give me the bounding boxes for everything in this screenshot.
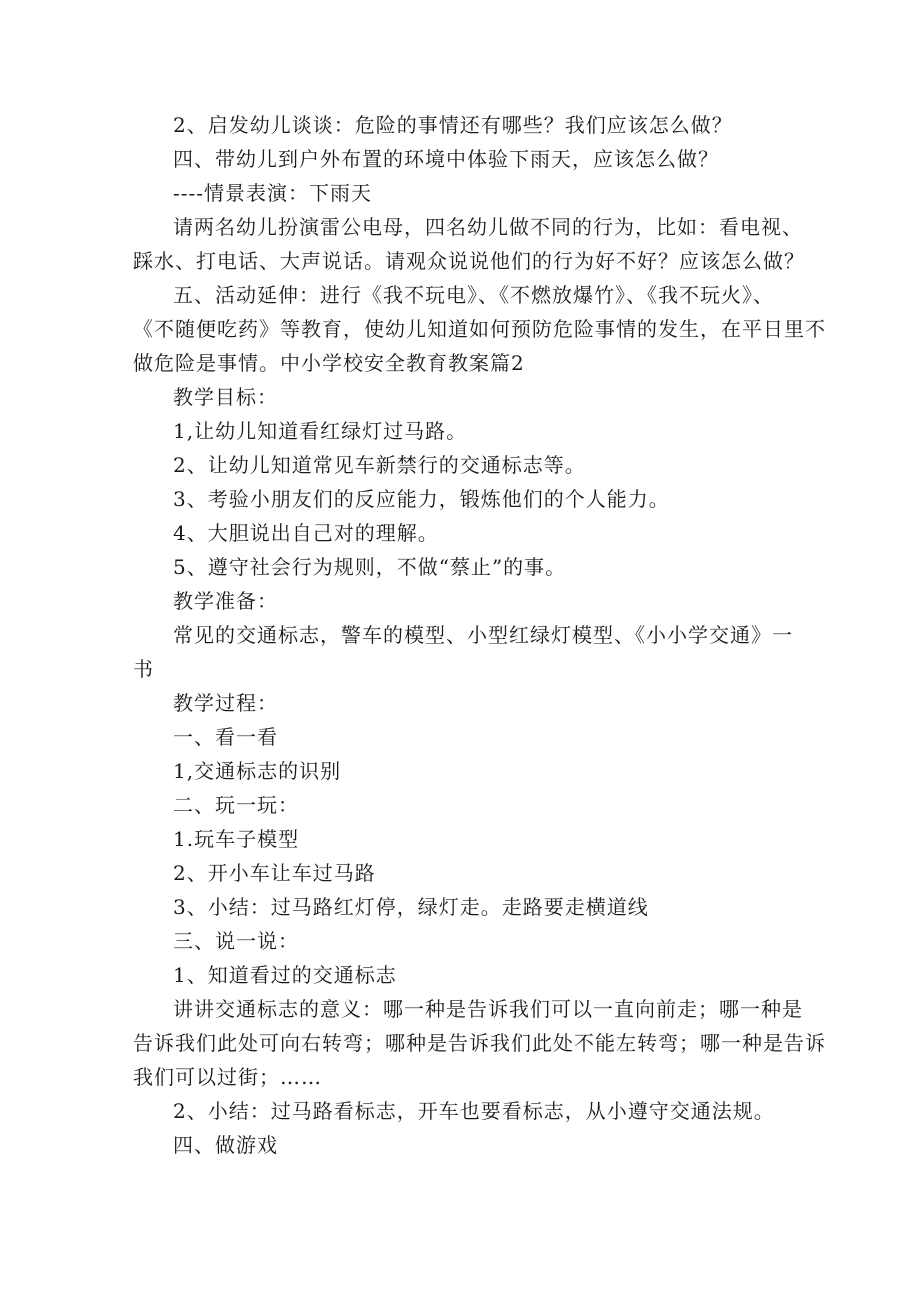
text-line: 我们可以过街；…… — [133, 1065, 322, 1089]
text-line: 1,让幼儿知道看红绿灯过马路。 — [173, 419, 468, 443]
document-body — [133, 108, 826, 1162]
text-line: 1.玩车子模型 — [173, 827, 300, 851]
text-line: 踩水、打电话、大声说话。请观众说说他们的行为好不好？应该怎么做？ — [133, 249, 805, 273]
text-line: 2、启发幼儿谈谈：危险的事情还有哪些？我们应该怎么做？ — [173, 113, 733, 137]
text-line: 讲讲交通标志的意义：哪一种是告诉我们可以一直向前走；哪一种是 — [173, 997, 803, 1021]
text-line: 四、做游戏 — [173, 1133, 278, 1157]
text-line: 告诉我们此处可向右转弯；哪种是告诉我们此处不能左转弯；哪一种是告诉 — [133, 1031, 826, 1055]
text-line: 4、大胆说出自己对的理解。 — [173, 521, 439, 545]
text-line: 教学过程： — [173, 691, 278, 715]
text-line: 教学目标： — [173, 385, 278, 409]
text-line: 教学准备： — [173, 589, 278, 613]
text-line: 1,交通标志的识别 — [173, 759, 342, 783]
text-line: 常见的交通标志，警车的模型、小型红绿灯模型、《小小学交通》一 — [173, 623, 793, 647]
text-line: 三、说一说： — [173, 929, 299, 953]
text-line: ----情景表演：下雨天 — [173, 181, 373, 205]
text-line: 做危险是事情。中小学校安全教育教案篇2 — [133, 351, 525, 375]
text-line: 《不随便吃药》等教育，使幼儿知道如何预防危险事情的发生，在平日里不 — [133, 317, 826, 341]
text-line: 5、遵守社会行为规则，不做“蔡止”的事。 — [173, 555, 567, 579]
text-line: 一、看一看 — [173, 725, 278, 749]
text-line: 2、让幼儿知道常见车新禁行的交通标志等。 — [173, 453, 586, 477]
text-line: 五、活动延伸：进行《我不玩电》、《不燃放爆竹》、《我不玩火》、 — [173, 283, 774, 307]
text-line: 四、带幼儿到户外布置的环境中体验下雨天，应该怎么做？ — [173, 147, 719, 171]
text-line: 书 — [133, 657, 154, 681]
text-line: 1、知道看过的交通标志 — [173, 963, 397, 987]
text-line: 3、考验小朋友们的反应能力，锻炼他们的个人能力。 — [173, 487, 670, 511]
text-line: 二、玩一玩： — [173, 793, 299, 817]
text-line: 3、小结：过马路红灯停，绿灯走。走路要走横道线 — [173, 895, 649, 919]
text-line: 请两名幼儿扮演雷公电母，四名幼儿做不同的行为，比如：看电视、 — [173, 215, 803, 239]
text-line: 2、开小车让车过马路 — [173, 861, 376, 885]
text-line: 2、小结：过马路看标志，开车也要看标志，从小遵守交通法规。 — [173, 1099, 775, 1123]
